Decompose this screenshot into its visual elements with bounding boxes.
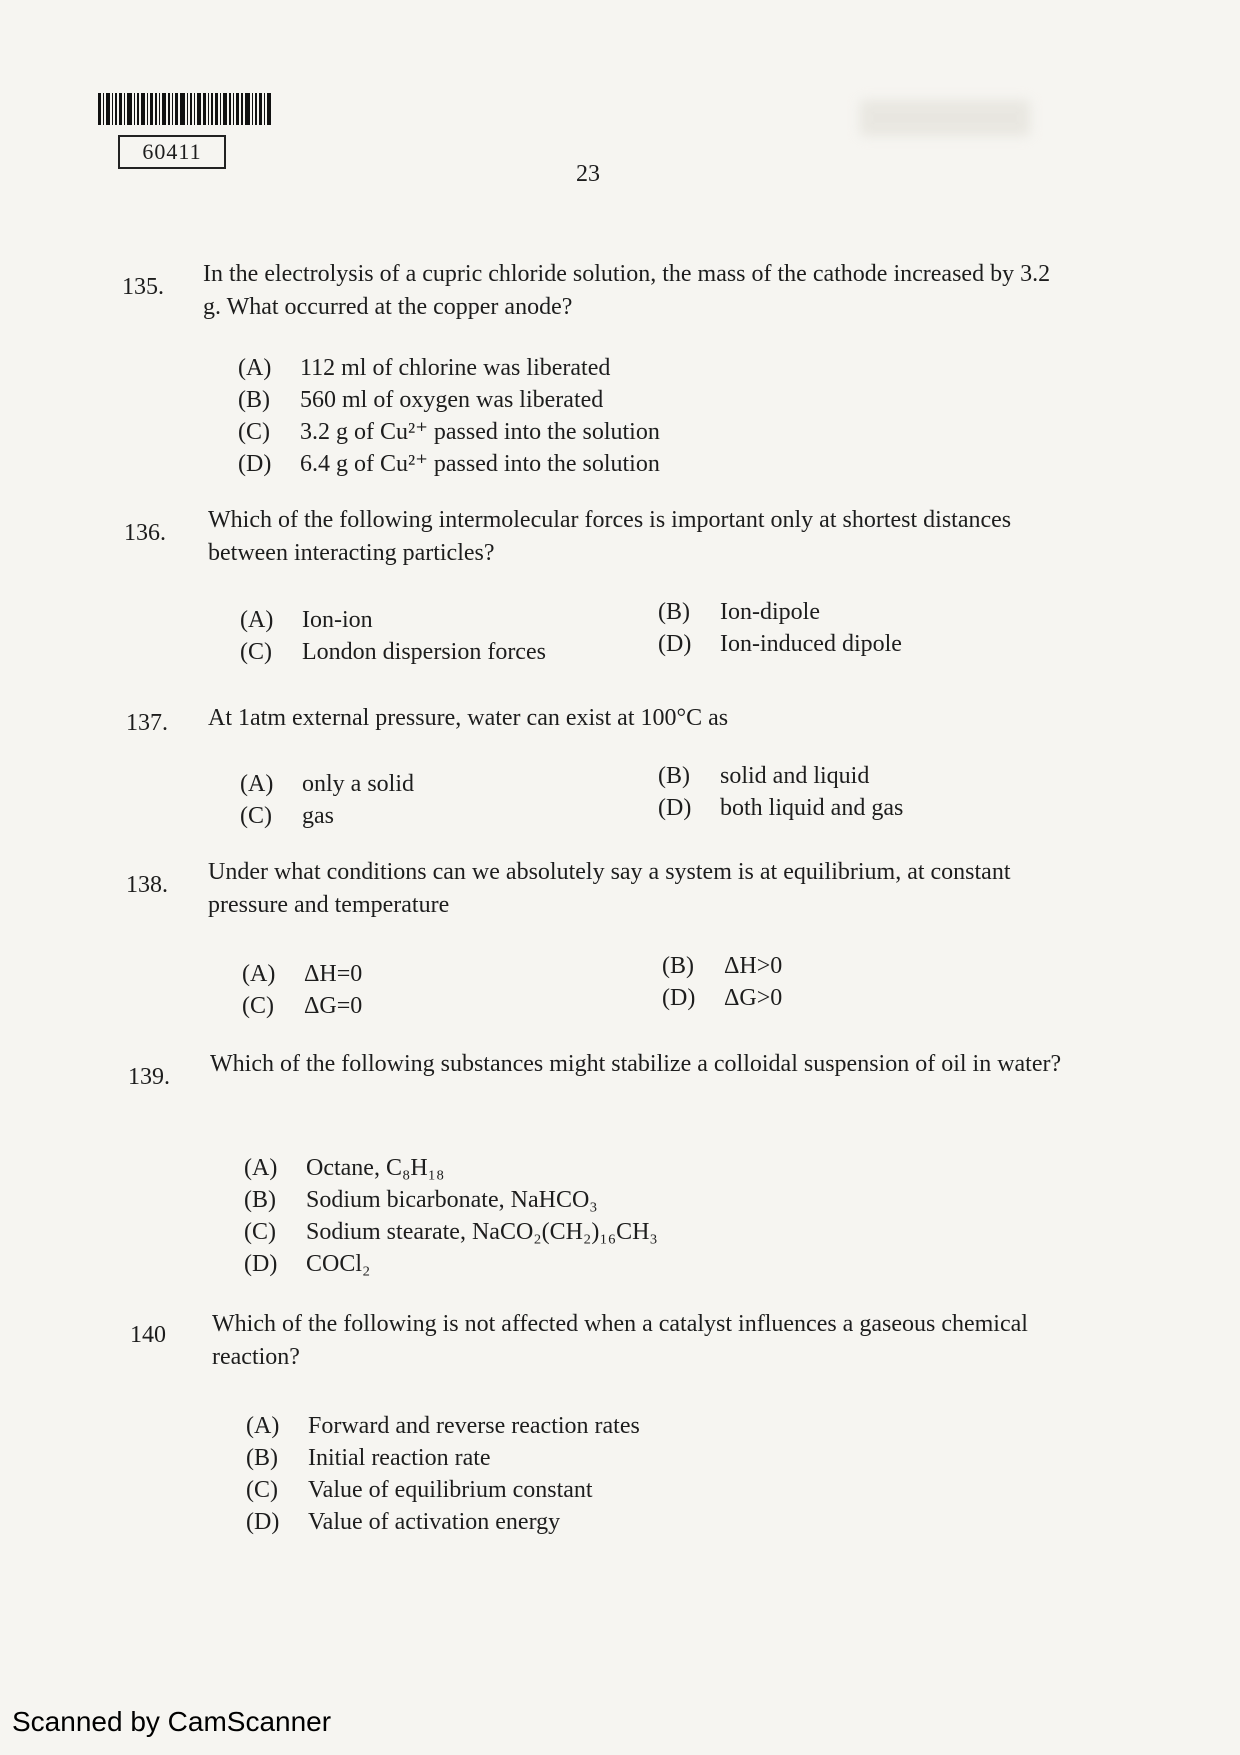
- option-row: [662, 982, 782, 1014]
- option-row: [238, 384, 603, 416]
- option-label: (B): [246, 1445, 278, 1471]
- option-row: [246, 1506, 560, 1538]
- option-row: [240, 604, 373, 636]
- option-label: (B): [238, 387, 270, 413]
- question-number: 140: [130, 1322, 166, 1348]
- option-text: ΔG=0: [304, 993, 363, 1019]
- option-text: Value of equilibrium constant: [308, 1477, 593, 1503]
- option-label: (C): [244, 1219, 276, 1245]
- option-label: (D): [244, 1251, 278, 1277]
- page-number: 23: [576, 161, 600, 187]
- option-text: ΔH=0: [304, 961, 363, 987]
- option-label: (A): [240, 771, 274, 797]
- question-text: Which of the following is not affected when a catalyst influences a gaseous chemical reaction?: [212, 1311, 1028, 1370]
- option-row: [240, 800, 334, 832]
- option-row: [244, 1152, 444, 1184]
- option-row: [238, 416, 660, 448]
- option-label: (B): [658, 763, 690, 789]
- option-text: ΔG>0: [724, 985, 783, 1011]
- question-text: Which of the following substances might stabilize a colloidal suspension of oil in water?: [210, 1051, 1062, 1077]
- option-row: [238, 448, 660, 480]
- option-text: COCl₂: [306, 1251, 371, 1277]
- barcode: [98, 93, 290, 125]
- bleed-through-mark: [860, 100, 1030, 136]
- option-text: 3.2 g of Cu²⁺ passed into the solution: [300, 419, 660, 445]
- option-label: (B): [662, 953, 694, 979]
- option-row: [238, 352, 610, 384]
- question-number: 139.: [128, 1064, 170, 1090]
- option-row: [658, 628, 902, 660]
- option-row: [240, 636, 546, 668]
- paper-code: 60411: [118, 135, 226, 169]
- option-label: (A): [244, 1155, 278, 1181]
- option-row: [658, 760, 869, 792]
- option-text: London dispersion forces: [302, 639, 546, 665]
- option-text: gas: [302, 803, 334, 829]
- question-text: Which of the following intermolecular forces is important only at shortest distances between interacting particles?: [208, 507, 1012, 566]
- option-row: [244, 1216, 658, 1248]
- option-text: both liquid and gas: [720, 795, 904, 821]
- option-row: [658, 792, 903, 824]
- option-label: (C): [238, 419, 270, 445]
- option-row: [246, 1410, 640, 1442]
- option-row: [244, 1248, 370, 1280]
- scanner-watermark: Scanned by CamScanner: [12, 1706, 332, 1737]
- question-number: 137.: [126, 710, 168, 736]
- question-number: 135.: [122, 274, 164, 300]
- option-row: [244, 1184, 598, 1216]
- option-label: (D): [238, 451, 272, 477]
- option-label: (B): [244, 1187, 276, 1213]
- option-text: Sodium stearate, NaCO₂(CH₂)₁₆CH₃: [306, 1219, 658, 1245]
- option-label: (C): [242, 993, 274, 1019]
- option-text: Ion-dipole: [720, 599, 820, 625]
- question-text: Under what conditions can we absolutely say a system is at equilibrium, at constant pressure and temperature: [208, 859, 1011, 918]
- option-label: (D): [246, 1509, 280, 1535]
- option-label: (C): [240, 639, 272, 665]
- option-label: (D): [658, 795, 692, 821]
- option-row: [658, 596, 820, 628]
- option-label: (A): [246, 1413, 280, 1439]
- option-row: [240, 768, 414, 800]
- option-text: solid and liquid: [720, 763, 870, 789]
- option-label: (A): [240, 607, 274, 633]
- question-text: In the electrolysis of a cupric chloride solution, the mass of the cathode increased by 3.2 g. What occurred at the copper anode?: [203, 261, 1051, 320]
- option-label: (C): [246, 1477, 278, 1503]
- option-label: (A): [238, 355, 272, 381]
- option-label: (B): [658, 599, 690, 625]
- option-text: Octane, C₈H₁₈: [306, 1155, 445, 1181]
- option-row: [242, 990, 362, 1022]
- question-text: At 1atm external pressure, water can exist at 100°C as: [208, 705, 729, 731]
- option-text: Initial reaction rate: [308, 1445, 491, 1471]
- question-number: 136.: [124, 520, 166, 546]
- option-text: 6.4 g of Cu²⁺ passed into the solution: [300, 451, 660, 477]
- option-text: Ion-induced dipole: [720, 631, 902, 657]
- option-row: [662, 950, 782, 982]
- option-row: [246, 1442, 491, 1474]
- option-text: Sodium bicarbonate, NaHCO₃: [306, 1187, 598, 1213]
- option-text: 112 ml of chlorine was liberated: [300, 355, 611, 381]
- option-label: (A): [242, 961, 276, 987]
- question-number: 138.: [126, 872, 168, 898]
- option-label: (D): [658, 631, 692, 657]
- option-row: [246, 1474, 593, 1506]
- option-text: Forward and reverse reaction rates: [308, 1413, 640, 1439]
- option-text: ΔH>0: [724, 953, 783, 979]
- option-row: [242, 958, 362, 990]
- option-label: (D): [662, 985, 696, 1011]
- option-text: Ion-ion: [302, 607, 373, 633]
- option-text: Value of activation energy: [308, 1509, 561, 1535]
- option-text: only a solid: [302, 771, 414, 797]
- option-label: (C): [240, 803, 272, 829]
- option-text: 560 ml of oxygen was liberated: [300, 387, 604, 413]
